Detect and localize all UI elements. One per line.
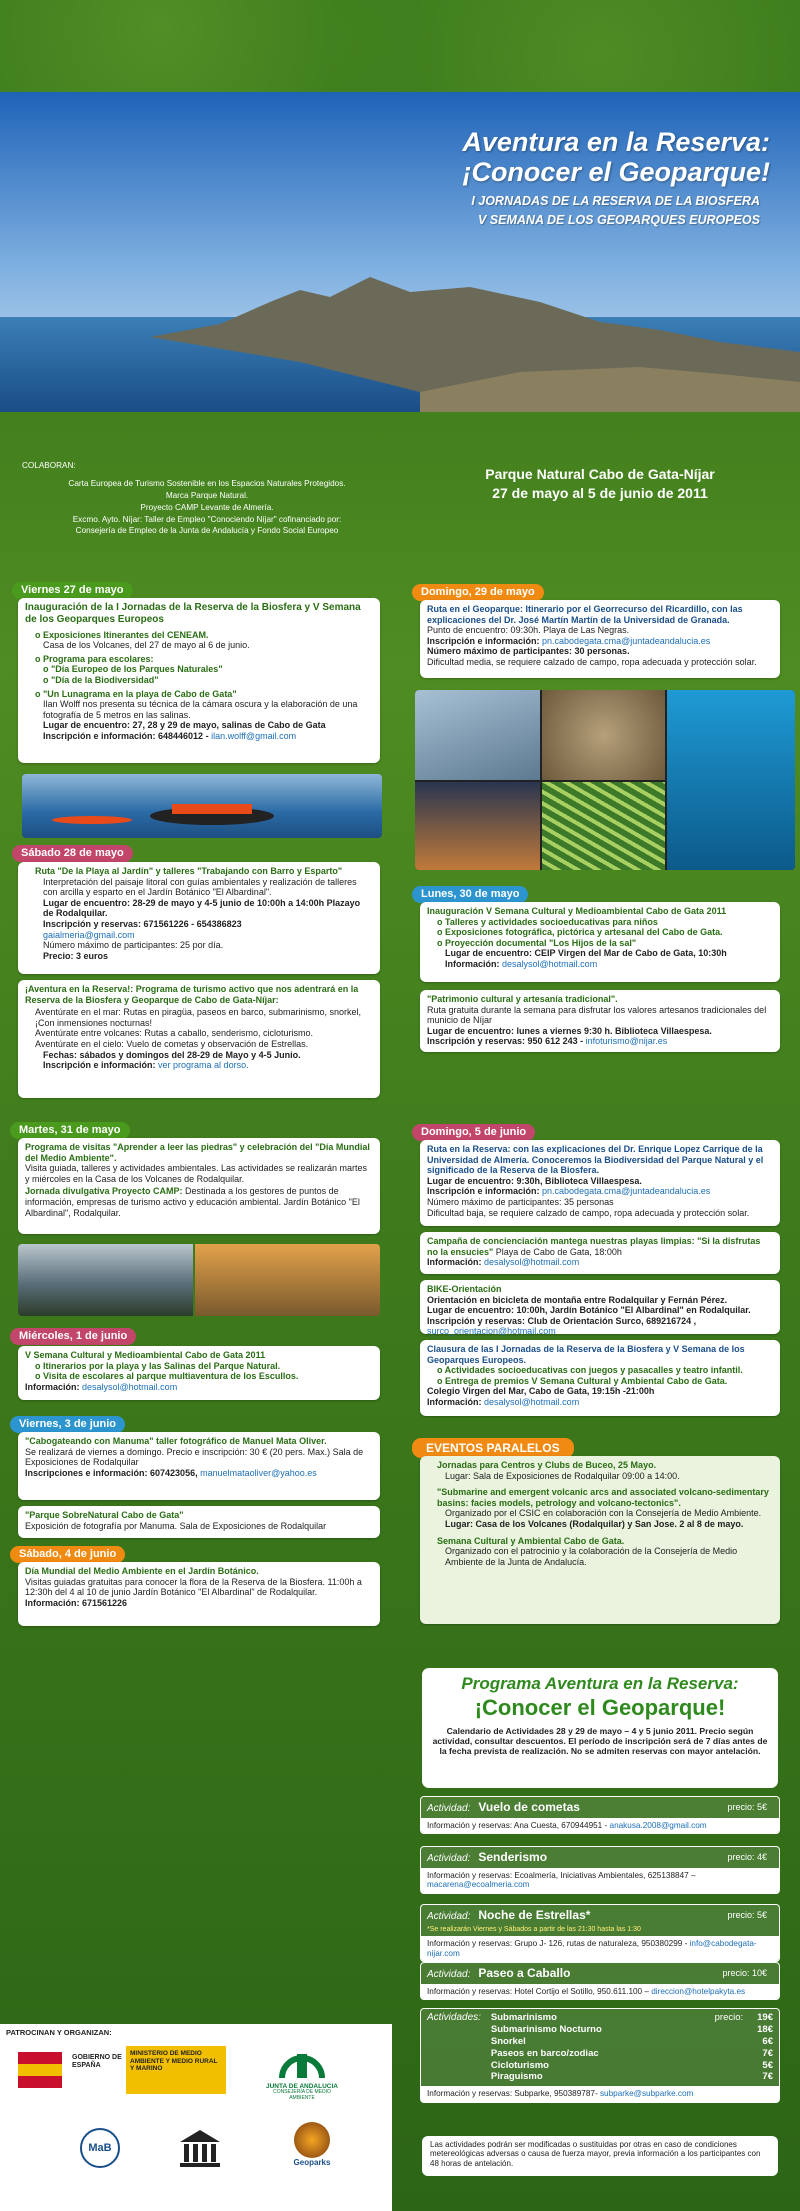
event-text: Lugar de encuentro: 9:30h, Biblioteca Villaespesa.: [427, 1175, 642, 1186]
event-text: Número máximo de participantes: 30 personas.: [427, 646, 630, 657]
event-text: Aventúrate entre volcanes: Rutas a caballo, senderismo, cicloturismo.: [35, 1028, 313, 1039]
geoparks-globe-icon: [294, 2122, 330, 2158]
activity-name: Noche de Estrellas*: [478, 1908, 591, 1922]
event-title: "Parque SobreNatural Cabo de Gata": [25, 1510, 184, 1520]
activity-item-price: 6€: [762, 2035, 773, 2047]
sponsor-gobierno: GOBIERNO DE ESPAÑA: [72, 2054, 122, 2070]
photo-sunset: [415, 782, 540, 870]
programa-subtitle: ¡Conocer el Geoparque!: [474, 1695, 726, 1721]
email-link[interactable]: info@cabodegata-nijar.com: [427, 1939, 757, 1958]
activity-item-name: Cicloturismo: [490, 2059, 549, 2071]
event-sub: o Entrega de premios V Semana Cultural y Ambiental Cabo de Gata.: [437, 1375, 728, 1386]
activity-note: *Se realizarán Viernes y Sábados a partir de las 21:30 hasta las 1:30: [427, 1925, 641, 1933]
activity-info: Información y reservas: Subparke, 950389787-: [427, 2089, 600, 2099]
activity-name: Paseo a Caballo: [478, 1966, 571, 1980]
event-title: Clausura de las I Jornadas de la Reserva de la Biosfera y V Semana de los Geoparques Europeos.: [427, 1344, 745, 1365]
day-domingo-5: Domingo, 5 de junio: [412, 1124, 535, 1141]
hero-banner: [0, 92, 800, 412]
event-sub: o Visita de escolares al parque multiaventura de los Escullos.: [35, 1371, 299, 1382]
event-sub-label: Talleres y actividades socioeducativas para niños: [445, 916, 658, 927]
hero-title: [462, 128, 770, 187]
event-title: Programa de visitas "Aprender a leer las piedras" y celebración del "Día Mundial del Medio Ambiente".: [25, 1142, 370, 1163]
hero-subtitle-line1: I JORNADAS DE LA RESERVA DE LA BIOSFERA: [471, 194, 760, 208]
email-link[interactable]: desalysol@hotmail.com: [484, 1257, 580, 1268]
event-title: Programa para escolares:: [43, 653, 154, 664]
card-clausura: [420, 1340, 780, 1416]
day-lunes-30: Lunes, 30 de mayo: [412, 886, 528, 903]
event-sub-label: Proyección documental "Los Hijos de la sal": [445, 937, 637, 948]
email-link[interactable]: pn.cabodegata.cma@juntadeandalucia.es: [542, 635, 711, 646]
event-text: Ilan Wolff nos presenta su técnica de la cámara oscura y la elaboración de una fotografía de 5 metros en las salinas.: [43, 699, 358, 720]
sponsor-geoparks: [282, 2122, 342, 2167]
event-text: Información: 671561226: [25, 1597, 128, 1608]
activity-item-name: Submarinismo Nocturno: [490, 2023, 602, 2035]
activity-price-label: precio:: [714, 2012, 744, 2023]
paralelos-heading: EVENTOS PARALELOS: [412, 1438, 574, 1458]
event-text: Inscripción e información: 648446012 -: [43, 731, 212, 742]
photo-anemones: [542, 782, 665, 870]
programa-title: Programa Aventura en la Reserva:: [461, 1674, 739, 1693]
event-text: Dificultad baja, se requiere calzado de campo, ropa adecuada y protección solar.: [427, 1207, 750, 1218]
colaboran-line: Consejería de Empleo de la Junta de Andalucía y Fondo Social Europeo: [75, 526, 339, 536]
mab-logo-icon: [80, 2128, 120, 2168]
event-title: Ruta en la Reserva: con las explicaciones del Dr. Enrique Lopez Carrique de la Universidad de Almería. Conoceremos la Biodiversidad del Parque Natural y el significado de la Reserva de la Biosfera.: [427, 1144, 764, 1176]
event-text: Orientación en bicicleta de montaña entre Rodalquilar y Fernán Pérez.: [427, 1294, 728, 1305]
activity-price: precio: 4€: [727, 1852, 767, 1863]
email-link[interactable]: pn.cabodegata.cma@juntadeandalucia.es: [542, 1186, 711, 1197]
activity-label: Actividad:: [427, 1803, 471, 1814]
photo-landscape-pair: [18, 1244, 380, 1316]
junta-label: JUNTA DE ANDALUCIA: [266, 2082, 338, 2090]
card-domingo-5: [420, 1140, 780, 1226]
event-sub-label: Exposiciones fotográfica, pictórica y artesanal del Cabo de Gata.: [445, 927, 723, 938]
park-info: [400, 465, 800, 503]
event-text: Inscripción y reservas: 671561226 - 654386823: [43, 919, 242, 930]
consejeria-label: CONSEJERÍA DE MEDIO AMBIENTE: [273, 2089, 331, 2102]
email-link[interactable]: infoturismo@nijar.es: [585, 1036, 668, 1047]
event-sub-label: Entrega de premios V Semana Cultural y Ambiental Cabo de Gata.: [445, 1375, 728, 1386]
activity-name: Vuelo de cometas: [478, 1800, 580, 1814]
event-title: Campaña de concienciación mantega nuestras playas limpias: "Si la disfrutas no la ensucies": [427, 1236, 761, 1257]
email-link[interactable]: subparke@subparke.com: [599, 2089, 694, 2099]
colaboran-line: Excmo. Ayto. Níjar: Taller de Empleo "Conociendo Níjar" cofinanciado por:: [72, 514, 342, 524]
event-text: Ruta gratuita durante la semana para disfrutar los valores artesanos tradicionales del municio de Níjar: [427, 1004, 767, 1026]
email-link[interactable]: manuelmataoliver@yahoo.es: [200, 1467, 317, 1478]
activity-info: Información y reservas: Ecoalmería, Iniciativas Ambientales, 625138847 –: [427, 1870, 696, 1880]
activity-item-price: 19€: [757, 2012, 773, 2023]
sponsor-junta: [262, 2046, 342, 2102]
photo-underwater: [667, 690, 795, 870]
card-lunes-30: [420, 902, 780, 982]
colaboran-label: COLABORAN:: [22, 461, 76, 470]
event-text: Interpretación del paisaje litoral con guías ambientales y realización de talleres con arcilla y esparto en el Jardín Botánico "El Albardinal".: [43, 876, 357, 898]
activity-item-name: Paseos en barco/zodiac: [490, 2047, 599, 2059]
hero-title-line2: ¡Conocer el Geoparque!: [462, 156, 770, 187]
activity-info: Información y reservas: Grupo J- 126, rutas de naturaleza, 950380299 -: [427, 1939, 690, 1949]
top-leaf-band: [0, 0, 800, 92]
event-sub-label: Visita de escolares al parque multiaventura de los Escullos.: [43, 1371, 299, 1382]
colaboran-line: Marca Parque Natural.: [165, 490, 249, 500]
event-title: "Submarine and emergent volcanic arcs and associated volcano-sedimentary basins: facies models, petrology and volcano-tectonics".: [437, 1487, 769, 1508]
event-text: Dificultad media, se requiere calzado de campo, ropa adecuada y protección solar.: [427, 657, 757, 668]
photo-coast: [18, 1244, 193, 1316]
event-sub: o "Día Europeo de los Parques Naturales": [43, 664, 223, 675]
hero-subtitle: [471, 192, 760, 231]
activity-price: precio: 5€: [727, 1910, 767, 1921]
event-text: Exposición de fotografía por Manuma. Sala de Exposiciones de Rodalquilar: [25, 1520, 327, 1531]
activity-item-name: Snorkel: [490, 2035, 526, 2047]
event-title: Inauguración V Semana Cultural y Medioambiental Cabo de Gata 2011: [427, 906, 727, 916]
program-link[interactable]: ver programa al dorso.: [158, 1060, 249, 1071]
event-text: Información:: [427, 1397, 485, 1408]
card-paralelos: [420, 1456, 780, 1624]
activity-item-price: 7€: [762, 2047, 773, 2059]
event-text: Inscripción e información:: [43, 1060, 159, 1071]
event-title: Jornadas para Centros y Clubs de Buceo, 25 Mayo.: [437, 1460, 657, 1470]
activity-label: Actividad:: [427, 1853, 471, 1864]
card-martes-31: [18, 1138, 380, 1234]
mab-label: MaB: [88, 2142, 112, 2154]
activity-label: Actividad:: [427, 1911, 471, 1922]
card-title: Inauguración de la I Jornadas de la Reserva de la Biosfera y V Semana de los Geoparques Europeos: [25, 602, 361, 625]
event-text: Destinada a los gestores de puntos de información, empresas de turismo activo y educación ambiental. Jardín Botánico "El Albardinal", Rodalquilar.: [25, 1186, 360, 1218]
hero-subtitle-line2: V SEMANA DE LOS GEOPARQUES EUROPEOS: [478, 213, 760, 228]
photo-sky: [415, 690, 540, 780]
card-patrimonio: [420, 990, 780, 1052]
event-title: Jornada divulgativa Proyecto CAMP:: [25, 1186, 183, 1197]
photo-collage: [415, 690, 795, 870]
event-text: Punto de encuentro: 09:30h. Playa de Las Negras.: [427, 625, 630, 636]
event-text: Organizado con el patrocinio y la colaboración de la Consejería de Medio Ambiente de la Junta de Andalucía.: [445, 1546, 738, 1567]
event-title: BIKE-Orientación: [427, 1284, 502, 1294]
event-title: "Un Lunagrama en la playa de Cabo de Gata": [43, 688, 237, 699]
event-sub-label: Actividades socioeducativas con juegos y pasacalles y teatro infantil.: [444, 1365, 743, 1376]
activity-label: Actividad:: [427, 1969, 471, 1980]
event-text: Inscripción e información:: [427, 635, 543, 646]
card-bike: [420, 1280, 780, 1337]
event-text: Lugar de encuentro: CEIP Virgen del Mar de Cabo de Gata, 10:30h: [445, 948, 727, 959]
activity-noche-estrellas: [420, 1904, 780, 1962]
sponsors-block: [0, 2024, 392, 2211]
email-link[interactable]: surco_orientacion@hotmail.com: [427, 1326, 556, 1337]
activity-label: Actividades:: [427, 2012, 481, 2023]
email-link[interactable]: macarena@ecoalmeria.com: [427, 1880, 530, 1890]
email-link[interactable]: desalysol@hotmail.com: [502, 959, 598, 970]
unesco-temple-icon: [178, 2128, 222, 2168]
event-text: Inscripción e información:: [427, 1186, 543, 1197]
activity-price: precio: 5€: [727, 1802, 767, 1813]
email-link[interactable]: desalysol@hotmail.com: [484, 1397, 580, 1408]
programa-box: [422, 1668, 778, 1788]
day-viernes-27: Viernes 27 de mayo: [12, 582, 133, 599]
activity-item-name: Piraguismo: [490, 2071, 543, 2083]
email-link[interactable]: gaialmeria@gmail.com: [43, 929, 135, 940]
event-sub-label: Itinerarios por la playa y las Salinas del Parque Natural.: [43, 1360, 281, 1371]
card-viernes-27: Inauguración de la I Jornadas de la Reserva de la Biosfera y V Semana de los Geoparques Europeos o Exposiciones Itinerantes del CENEAM. Casa de los Volcanes, del 27 de mayo al 6 de junio. o Programa para escolares: o "Día Europeo de los Parques Naturales" o "Día de la Biodiversidad" o "Un Lunagrama en la playa de Cabo de Gata" Ilan Wolff nos presenta su técnica de la cámara oscura y la elaboración de una fotografía de 5 metros en las salinas. Lugar de encuentro: 27, 28 y 29 de mayo, salinas de Cabo de Gata Inscripción e información: 648446012 - ilan.wolff@gmail.com: [18, 598, 380, 763]
event-title: Ruta "De la Playa al Jardín" y talleres "Trabajando con Barro y Esparto": [35, 866, 343, 876]
event-text: Visita guiada, talleres y actividades ambientales. Las actividades se realizarán martes y miércoles en la Casa de los Volcanes de Rodalquilar.: [25, 1163, 368, 1184]
photo-toad: [542, 690, 665, 780]
event-text: Información:: [445, 959, 503, 970]
event-text: Lugar de encuentro: 27, 28 y 29 de mayo, salinas de Cabo de Gata: [43, 720, 326, 731]
email-link[interactable]: direccion@hotelpakyta.es: [651, 1986, 746, 1996]
email-link[interactable]: ilan.wolff@gmail.com: [211, 731, 297, 742]
photo-kayak: [22, 774, 382, 838]
event-text: Número máximo de participantes: 25 por día.: [43, 940, 224, 951]
event-text: Aventúrate en el mar: Rutas en piragüa, paseos en barco, submarinismo, snorkel, ¡Con inmensiones nocturnas!: [35, 1007, 362, 1028]
event-title: ¡Aventura en la Reserva!: Programa de turismo activo que nos adentrará en la Reserva de la Biosfera y Geoparque de Cabo de Gata-Níjar:: [25, 984, 359, 1005]
card-sabado-28-ruta: [18, 862, 380, 974]
day-viernes-3: Viernes, 3 de junio: [10, 1416, 125, 1433]
park-dates: 27 de mayo al 5 de junio de 2011: [492, 484, 708, 501]
sponsor-ministerio: MINISTERIO DE MEDIO AMBIENTE Y MEDIO RURAL Y MARINO: [126, 2046, 226, 2094]
event-text: Información:: [25, 1381, 83, 1392]
event-title: Semana Cultural y Ambiental Cabo de Gata.: [437, 1535, 625, 1546]
card-miercoles-1: [18, 1346, 380, 1400]
activity-paseo-caballo: [420, 1962, 780, 2000]
event-text: Visitas guiadas gratuitas para conocer la flora de la Reserva de la Biosfera. 11:00h a 12:30h del 4 al 10 de junio Jardín Botánico "El Albardinal" de Rodalquilar.: [25, 1576, 362, 1598]
colaboran-line: Carta Europea de Turismo Sostenible en los Espacios Naturales Protegidos.: [68, 478, 346, 488]
event-text: Casa de los Volcanes, del 27 de mayo al 6 de junio.: [43, 640, 250, 651]
event-text: Lugar de encuentro: 28-29 de mayo y 4-5 junio de 10:00h a 14:00h Plazayo de Rodalquilar.: [43, 897, 361, 919]
event-text: Lugar: Sala de Exposiciones de Rodalquilar 09:00 a 14:00.: [445, 1470, 680, 1481]
event-text: Información:: [427, 1257, 485, 1268]
day-martes-31: Martes, 31 de mayo: [10, 1122, 130, 1139]
activity-senderismo: [420, 1846, 780, 1894]
activity-price: precio: 10€: [722, 1968, 767, 1979]
day-sabado-4: Sábado, 4 de junio: [10, 1546, 125, 1563]
card-parque-sobrenatural: [18, 1506, 380, 1538]
photo-flamingos: [195, 1244, 380, 1316]
event-title: V Semana Cultural y Medioambiental Cabo de Gata 2011: [25, 1350, 266, 1360]
event-title: "Cabogateando con Manuma" taller fotográfico de Manuel Mata Oliver.: [25, 1436, 327, 1446]
event-text: Organizado por el CSIC en colaboración con la Consejería de Medio Ambiente.: [445, 1508, 762, 1519]
event-text: Fechas: sábados y domingos del 28-29 de Mayo y 4-5 Junio.: [43, 1049, 301, 1060]
card-sabado-28-aventura: [18, 980, 380, 1098]
event-text: Lugar: Casa de los Volcanes (Rodalquilar) y San Jose. 2 al 8 de mayo.: [445, 1519, 744, 1530]
day-domingo-29: Domingo, 29 de mayo: [412, 584, 544, 601]
event-sub: o Exposiciones fotográfica, pictórica y artesanal del Cabo de Gata.: [437, 927, 723, 938]
sponsors-label: PATROCINAN Y ORGANIZAN:: [6, 2028, 112, 2037]
event-title: Ruta en el Geoparque: Itinerario por el Georrecurso del Ricardillo, con las explicaciones del Dr. José Martín Martín de la Universidad de Granada.: [427, 604, 743, 625]
event-sub: o Proyección documental "Los Hijos de la sal": [437, 937, 637, 948]
event-text: Lugar de encuentro: lunes a viernes 9:30 h. Biblioteca Villaespesa.: [427, 1025, 712, 1036]
geoparks-label: Geoparks: [293, 2158, 331, 2167]
event-sub-label: "Día Europeo de los Parques Naturales": [51, 664, 223, 675]
event-sub-label: "Día de la Biodiversidad": [51, 675, 159, 686]
activity-item-name: Submarinismo: [490, 2012, 557, 2023]
junta-andalucia-logo-icon: [277, 2046, 327, 2080]
event-text: Precio: 3 euros: [43, 950, 109, 961]
park-name: Parque Natural Cabo de Gata-Níjar: [485, 466, 715, 482]
activity-name: Senderismo: [478, 1850, 548, 1864]
activity-multi: [420, 2008, 780, 2103]
card-campana: [420, 1232, 780, 1274]
kayak-boat-icon: [22, 774, 382, 838]
spain-emblem-icon: [18, 2052, 62, 2088]
email-link[interactable]: anakusa.2008@gmail.com: [609, 1820, 707, 1830]
activity-info: Información y reservas: Ana Cuesta, 670944951 -: [427, 1820, 610, 1830]
hero-title-line1: Aventura en la Reserva:: [462, 127, 770, 157]
day-sabado-28: Sábado 28 de mayo: [12, 845, 133, 862]
event-sub: o Itinerarios por la playa y las Salinas del Parque Natural.: [35, 1360, 281, 1371]
card-domingo-29: [420, 600, 780, 678]
note-text: Las actividades podrán ser modificadas o sustituidas por otras en caso de condiciones metereológicas adversas o causa de fuerza mayor, previa información a los participantes con 48 horas de antelación.: [430, 2140, 761, 2168]
activity-item-price: 18€: [757, 2023, 773, 2035]
activity-item-price: 5€: [762, 2059, 773, 2071]
event-text: Aventúrate en el cielo: Vuelo de cometas y observación de Estrellas.: [35, 1039, 309, 1050]
activity-vuelo-cometas: [420, 1796, 780, 1834]
event-title: Exposiciones Itinerantes del CENEAM.: [43, 629, 209, 640]
card-viernes-3: [18, 1432, 380, 1500]
event-text: Lugar de encuentro: 10:00h, Jardín Botánico "El Albardinal" en Rodalquilar.: [427, 1305, 751, 1316]
event-title: "Patrimonio cultural y artesanía tradicional".: [427, 994, 618, 1004]
day-miercoles-1: Miércoles, 1 de junio: [10, 1328, 136, 1345]
colaboran-block: [22, 460, 392, 537]
colaboran-line: Proyecto CAMP Levante de Almería.: [140, 502, 274, 512]
programa-text: Calendario de Actividades 28 y 29 de mayo – 4 y 5 junio 2011. Precio según actividad, consultar descuentos. El período de inscripción será de 7 días antes de la fecha prevista de realización. No se admiten reservas con mayor antelación.: [432, 1726, 768, 1757]
activity-item-price: 7€: [762, 2071, 773, 2083]
event-text: Colegio Virgen del Mar, Cabo de Gata, 19:15h -21:00h: [427, 1386, 655, 1397]
event-text: Inscripción y reservas: 950 612 243 -: [427, 1036, 586, 1047]
activity-list: [491, 2012, 773, 2083]
note-box: [422, 2136, 778, 2176]
event-text: Inscripción y reservas: Club de Orientación Surco, 689216724 ,: [427, 1315, 697, 1326]
card-sabado-4: [18, 1562, 380, 1626]
event-text: Playa de Cabo de Gata, 18:00h: [493, 1246, 622, 1257]
activity-info: Información y reservas: Hotel Cortijo el Sotillo, 950.611.100 –: [427, 1986, 652, 1996]
event-sub: o "Día de la Biodiversidad": [43, 675, 159, 686]
event-text: Se realizará de viernes a domingo. Precio e inscripción: 30 € (20 pers. Max.) Sala de Exposiciones de Rodalquilar: [25, 1446, 364, 1468]
email-link[interactable]: desalysol@hotmail.com: [82, 1381, 178, 1392]
event-sub: o Talleres y actividades socioeducativas para niños: [437, 916, 658, 927]
event-text: Número máximo de participantes: 35 personas: [427, 1197, 614, 1208]
event-text: Inscripciones e información: 607423056,: [25, 1467, 201, 1478]
event-sub: o Actividades socioeducativas con juegos y pasacalles y teatro infantil.: [437, 1365, 743, 1376]
event-title: Día Mundial del Medio Ambiente en el Jardín Botánico.: [25, 1566, 259, 1576]
